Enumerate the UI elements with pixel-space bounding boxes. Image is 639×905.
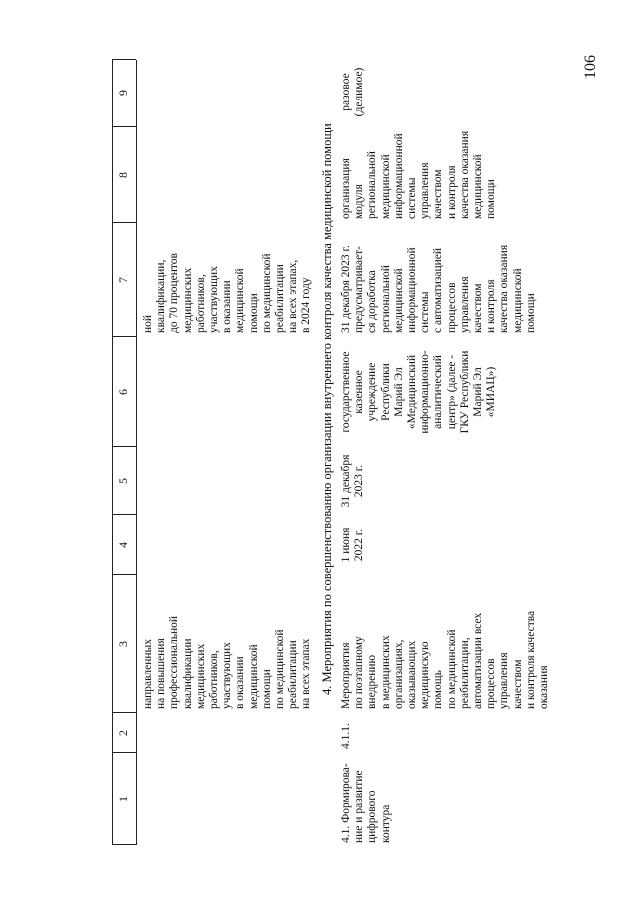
col-sep xyxy=(112,514,136,515)
row-4-1-col2: 4.1.1. xyxy=(340,723,352,749)
row-4-1-col4: 1 июня 2022 г. xyxy=(340,527,366,563)
column-number: 4 xyxy=(116,542,130,548)
col-sep xyxy=(112,446,136,447)
column-number: 1 xyxy=(116,796,130,802)
column-number: 7 xyxy=(116,277,130,283)
col-sep xyxy=(112,844,136,845)
prev-row-col7: ной квалификации, до 70 процентов медицинских работников, участвующих в оказании медицинской помощи по медицинской реабилитации на всех этапах, в 2024 году xyxy=(142,253,313,333)
table-grid xyxy=(112,60,632,845)
column-number: 9 xyxy=(116,90,130,96)
col-sep xyxy=(112,574,136,575)
col-sep xyxy=(112,336,136,337)
prev-row-col3: направленных на повышения профессиональной квалификации медицинских работников, участвующих в оказании медицинской помощи по медицинской реабилитации на всех этапах xyxy=(142,615,313,709)
row-4-1-col8: организация модуля региональной медицинской информационной системы управления качеством и контроля качества оказания медицинской помощи xyxy=(340,130,498,219)
col-sep xyxy=(112,752,136,753)
row-4-1-col3: Мероприятия по поэтапному внедрению в медицинских организациях, оказывающих медицинскую помощь по медицинской реабилитации, автоматизации всех процессов управления качеством и контроля качества оказания xyxy=(340,610,551,709)
header-top-line xyxy=(112,60,113,845)
column-number: 6 xyxy=(116,389,130,395)
section-title: 4. Мероприятия по совершенствованию организации внутреннего контроля качества медицинской помощи xyxy=(320,123,334,695)
col-sep xyxy=(112,126,136,127)
row-4-1-col6: государственное казенное учреждение Республики Марий Эл «Медицинский информационно- аналитический центр» (далее - ГКУ Республики Марий Эл «МИАЦ») xyxy=(340,350,498,434)
column-number: 2 xyxy=(116,730,130,736)
column-number: 8 xyxy=(116,172,130,178)
row-4-1-col9: разовое (делимое) xyxy=(340,67,366,117)
row-4-1-col7: 31 декабря 2023 г. предусматривает- ся доработка региональной медицинской информационной системы с автоматизацией процессов управления качеством и контроля качества оказания медицинской помощи xyxy=(340,244,537,333)
col-sep xyxy=(112,712,136,713)
col-sep xyxy=(112,222,136,223)
col-sep xyxy=(112,59,136,60)
page-number: 106 xyxy=(582,55,599,79)
row-4-1-col1: 4.1. Формирова- ние и развитие цифрового контура xyxy=(340,763,392,843)
header-bottom-line xyxy=(136,60,137,845)
column-number: 3 xyxy=(116,641,130,647)
row-4-1-col5: 31 декабря 2023 г. xyxy=(340,454,366,508)
column-number: 5 xyxy=(116,478,130,484)
